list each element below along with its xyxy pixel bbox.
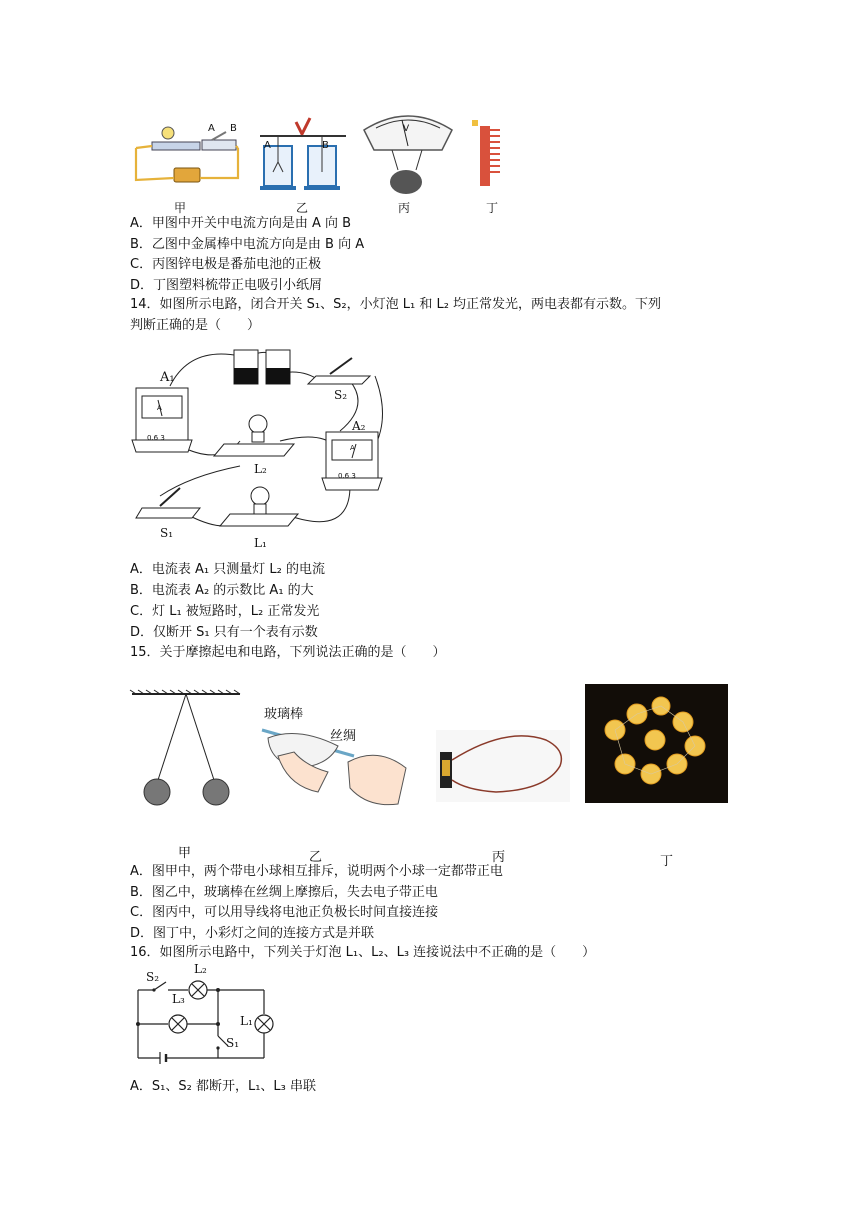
q14-option-d: D．仅断开 S₁ 只有一个表有示数 [130,625,318,640]
q15-label-bing: 丙 [492,850,506,865]
q15-stem: 15．关于摩擦起电和电路，下列说法正确的是（ ） [130,645,446,660]
q13-option-a: A．甲图中开关中电流方向是由 A 向 B [130,216,352,231]
q13-jar-label-b: B [322,140,329,151]
q13-switch-label-a: A [208,123,215,134]
q15-label-jia: 甲 [178,846,192,861]
q16-stem: 16．如图所示电路中，下列关于灯泡 L₁、L₂、L₃ 连接说法中不正确的是（ ） [130,945,596,960]
q15-option-c: C．图丙中，可以用导线将电池正负极长时间直接连接 [130,905,439,920]
q13-label-bing: 丙 [398,201,411,215]
q14-a2-face-letter: A [350,444,355,452]
q14-a1-scale: 0.6 3 [147,434,165,442]
q15-option-d: D．图丁中，小彩灯之间的连接方式是并联 [130,926,375,941]
q14-label-a2: A₂ [352,419,366,433]
q13-option-b: B．乙图中金属棒中电流方向是由 B 向 A [130,237,365,252]
q13-label-yi: 乙 [296,201,309,215]
q13-label-jia: 甲 [174,201,187,215]
q14-a1-face-letter: A [157,404,162,412]
q15-figure-ding [585,684,728,803]
q15-label-ding: 丁 [660,854,674,869]
q16-label-l2: L₂ [194,962,207,976]
q16-label-l1: L₁ [240,1014,253,1028]
q14-label-s2: S₂ [334,388,348,402]
q13-figure-yi [258,112,348,192]
q14-label-l1: L₁ [254,536,267,550]
q14-label-l2: L₂ [254,462,267,476]
q13-figure-ding [468,118,508,192]
q13-switch-label-b: B [230,123,237,134]
q15-label-yi: 乙 [309,850,323,865]
q13-option-d: D．丁图塑料梳带正电吸引小纸屑 [130,278,323,293]
q16-label-s2: S₂ [146,970,160,984]
q14-label-a1: A₁ [160,370,175,385]
q13-figure-jia [130,120,245,190]
q16-label-s1: S₁ [226,1036,240,1050]
q16-option-a: A．S₁、S₂ 都断开，L₁、L₃ 串联 [130,1079,316,1094]
q13-jar-label-a: A [264,140,271,151]
q15-figure-bing [436,730,570,802]
q13-figure-bing [362,106,454,196]
q15-label-glass-rod: 玻璃棒 [264,707,304,722]
q14-option-c: C．灯 L₁ 被短路时，L₂ 正常发光 [130,604,320,619]
q14-option-a: A．电流表 A₁ 只测量灯 L₂ 的电流 [130,562,325,577]
q14-stem-line1: 14．如图所示电路，闭合开关 S₁、S₂，小灯泡 L₁ 和 L₂ 均正常发光，两电表都有示数。下列 [130,297,662,312]
q15-label-silk: 丝绸 [330,729,357,744]
q15-figure-jia [130,690,242,810]
q13-meter-label: V [403,124,410,134]
q14-label-s1: S₁ [160,526,174,540]
q13-label-ding: 丁 [486,201,499,215]
q14-a2-scale: 0.6 3 [338,472,356,480]
q15-option-b: B．图乙中，玻璃棒在丝绸上摩擦后，失去电子带正电 [130,885,438,900]
q14-stem-line2: 判断正确的是（ ） [130,318,261,333]
q15-option-a: A．图甲中，两个带电小球相互排斥，说明两个小球一定都带正电 [130,864,503,879]
q16-label-l3: L₃ [172,992,185,1006]
q14-option-b: B．电流表 A₂ 的示数比 A₁ 的大 [130,583,314,598]
q13-option-c: C．丙图锌电极是番茄电池的正极 [130,257,322,272]
